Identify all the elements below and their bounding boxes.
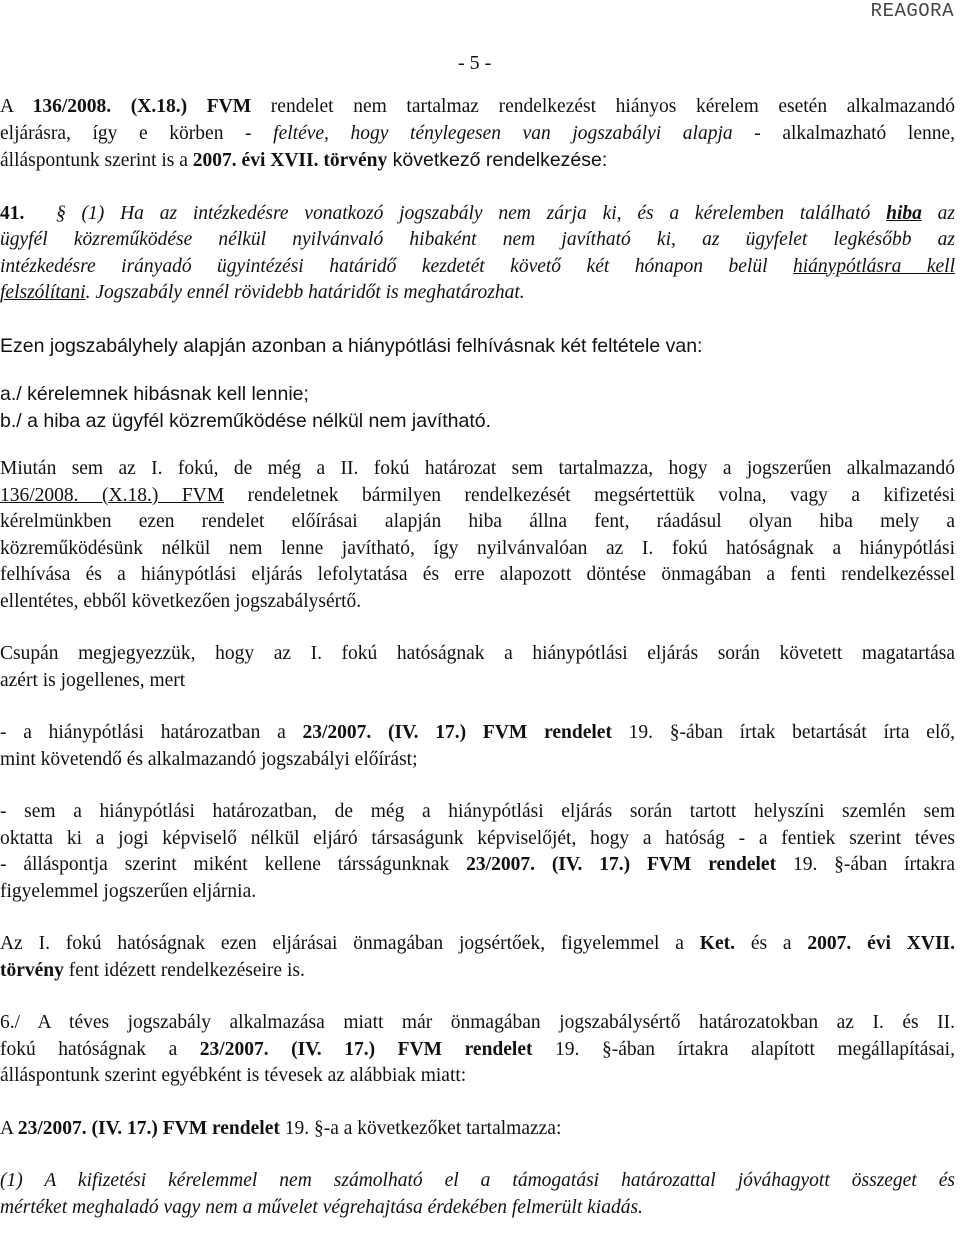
list-item: b./ a hiba az ügyfél közreműködése nélkül nem javítható.: [0, 409, 492, 432]
page-number: - 5 -: [458, 52, 492, 74]
text-line: 136/2008. (X.18.) FVM rendeletnek bármilyen rendelkezését megsértettük volna, vagy a kifizetési: [0, 484, 955, 506]
text-line: Miután sem az I. fokú, de még a II. fokú határozat sem tartalmazza, hogy a jogszerűen alkalmazandó: [0, 458, 955, 479]
paragraph-intro: [0, 94, 955, 175]
law-reference: Ket.: [699, 933, 735, 954]
regulation-reference: 23/2007. (IV. 17.) FVM rendelet: [302, 722, 612, 743]
text-line: ügyfél közreműködése nélkül nyilvánvaló hibaként nem javítható ki, az ügyfelet legkésőbb az: [0, 229, 955, 250]
conditions-list: [0, 381, 955, 434]
quoted-provision-19: [0, 1168, 955, 1221]
law-reference: 2007. évi XVII.: [807, 933, 955, 954]
regulation-reference: 136/2008. (X.18.) FVM: [0, 484, 225, 506]
text-line: A 23/2007. (IV. 17.) FVM rendelet 19. §-a a következőket tartalmazza:: [0, 1117, 562, 1139]
law-reference: 2007. évi XVII. törvény: [192, 150, 388, 171]
underlined-term: hiánypótlásra kell: [793, 255, 955, 277]
text-line: kérelmünkben ezen rendelet előírásai alapján hiba állna fent, ráadásul olyan hiba mely a: [0, 511, 955, 532]
underlined-term: felszólítani: [0, 282, 86, 303]
regulation-reference: 23/2007. (IV. 17.) FVM rendelet: [199, 1038, 533, 1060]
emphasis: feltéve, hogy ténylegesen van jogszabályi alapja: [273, 122, 733, 144]
regulation-reference: 23/2007. (IV. 17.) FVM rendelet: [466, 854, 777, 875]
paragraph-regulation-intro: [0, 1116, 955, 1143]
text-line: közreműködésünk nélkül nem lenne javítható, így nyilvánvalóan az I. fokú hatóságnak a hiánypótlási: [0, 537, 955, 559]
paragraph-section-6: [0, 1010, 955, 1090]
section-number: 41.: [0, 202, 25, 224]
text-line: felhívása és a hiánypótlási eljárás lefolytatása és erre alapozott döntése önmagában a fenti rendelkezéssel: [0, 564, 955, 585]
regulation-reference: 136/2008. (X.18.) FVM: [32, 96, 252, 117]
text-line: mértéket meghaladó vagy nem a művelet végrehajtása érdekében felmerült kiadás.: [0, 1196, 643, 1218]
text-line: - a hiánypótlási határozatban a 23/2007. (IV. 17.) FVM rendelet 19. §-ában írtak betartását írta elő,: [0, 722, 955, 743]
paragraph-conclusion: [0, 931, 955, 984]
text-line: álláspontunk szerint egyébként is tévesek az alábbiak miatt:: [0, 1065, 467, 1086]
text-line: Csupán megjegyezzük, hogy az I. fokú hatóságnak a hiánypótlási eljárás során követett magatartása: [0, 643, 955, 664]
text-line: 41. § (1) Ha az intézkedésre vonatkozó jogszabály nem zárja ki, és a kérelemben található hiba az: [0, 202, 955, 224]
list-item: a./ kérelemnek hibásnak kell lennie;: [0, 383, 309, 405]
regulation-reference: 23/2007. (IV. 17.) FVM rendelet: [17, 1117, 280, 1139]
text-line: törvény fent idézett rendelkezéseire is.: [0, 959, 305, 981]
paragraph-remark: [0, 641, 955, 694]
text-line: 6./ A téves jogszabály alkalmazása miatt már önmagában jogszabálysértő határozatokban az I. és II.: [0, 1012, 955, 1033]
text-line: álláspontunk szerint is a 2007. évi XVII. törvény következő rendelkezése:: [0, 149, 608, 171]
corner-tag: REAGORA: [870, 0, 954, 22]
text-line: intézkedésre irányadó ügyintézési határidő kezdetét követő két hónapon belül hiánypótlásra kell: [0, 255, 955, 277]
document-body: [0, 94, 955, 1221]
text-line: mint követendő és alkalmazandó jogszabályi előírást;: [0, 748, 418, 770]
quoted-provision-41: [0, 201, 955, 307]
underlined-term: hiba: [886, 202, 922, 224]
text-line: A 136/2008. (X.18.) FVM rendelet nem tartalmaz rendelkezést hiányos kérelem esetén alkalmazandó: [0, 96, 955, 117]
law-reference: törvény: [0, 959, 64, 981]
paragraph-point-1: [0, 720, 955, 773]
paragraph-conditions-intro: [0, 333, 955, 360]
text-line: ellentétes, ebből következően jogszabálysértő.: [0, 590, 362, 612]
text-line: fokú hatóságnak a 23/2007. (IV. 17.) FVM rendelet 19. §-ában írtakra alapított megállapításai,: [0, 1038, 955, 1060]
text-line: azért is jogellenes, mert: [0, 669, 186, 691]
text-line: Az I. fokú hatóságnak ezen eljárásai önmagában jogsértőek, figyelemmel a Ket. és a 2007. évi XVII.: [0, 933, 955, 954]
text-line: (1) A kifizetési kérelemmel nem számolható el a támogatási határozattal jóváhagyott összeget és: [0, 1170, 955, 1191]
text-line: - álláspontja szerint miként kellene társságunknak 23/2007. (IV. 17.) FVM rendelet 19. §-ában írtakra: [0, 854, 955, 875]
paragraph-point-2: [0, 799, 955, 905]
text-line: eljárásra, így e körben - feltéve, hogy ténylegesen van jogszabályi alapja - alkalmazható lenne,: [0, 122, 956, 144]
text-line: oktatta ki a jogi képviselő nélkül eljáró társaságunk képviselőjét, hogy a hatóság - a fentiek szerint téves: [0, 827, 955, 849]
paragraph-argument: [0, 456, 955, 615]
text-line: - sem a hiánypótlási határozatban, de még a hiánypótlási eljárás során tartott helyszíni szemlén sem: [0, 801, 955, 822]
text-line: felszólítani. Jogszabály ennél rövidebb határidőt is meghatározhat.: [0, 282, 525, 303]
text-line: figyelemmel jogszerűen eljárnia.: [0, 880, 257, 902]
text-line: Ezen jogszabályhely alapján azonban a hiánypótlási felhívásnak két feltétele van:: [0, 334, 703, 357]
